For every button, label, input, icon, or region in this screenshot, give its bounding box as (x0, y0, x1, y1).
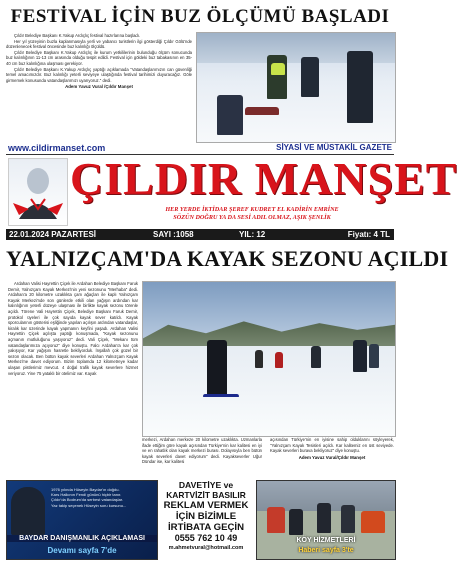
left-ad-text-line: 1976 yılında Hüseyin Baydar'ın doğdu. (51, 487, 120, 492)
left-ad-title: BAYDAR DANIŞMANLIK AÇIKLAMASI (7, 535, 157, 542)
masthead-website[interactable]: www.cildirmanset.com (8, 143, 106, 153)
main-story-photo (142, 281, 396, 437)
top-story-body (6, 33, 192, 90)
masthead-tagline: SİYASİ VE MÜSTAKİL GAZETE (276, 143, 392, 152)
top-story-photo (196, 32, 396, 143)
ad-line: REKLAM VERMEK (163, 500, 249, 511)
top-story-paragraph: Çıldır Belediye Başkanı K.Yakup Ardıçlıç yaptığı açıklamada "Vatandaşlarımızın can güvenliği temel amacımızdır. Buz kalınlığı yeterli seviyeye ulaştığında festival tarihimizi duyuracağız. Göle girmemek konusunda vatandaşlarımızı uyarıyoruz." dedi. (6, 66, 192, 83)
issue-year: YIL: 12 (239, 230, 266, 239)
ad-line: DAVETİYE ve (178, 480, 234, 490)
top-story-paragraph: Her yıl yüzeyinin buzla kaplanmasıyla yerli ve yabancı turistlerin ilgi gösterdiği Çıldır Gölü'nde düzenlenecek festival öncesinde buz kalınlığı ölçüldü. (6, 38, 192, 50)
main-story-col3: açısından Türkiye'nin en iyisine sahip olduklarını söyleyerek, "Yalnızçam Kayak Tesisleri açıldı. Kar kalitemiz en üst seviyede. Kayak severleri burava bekliyoruz" diye konuştu. (270, 437, 394, 454)
top-story-paragraph: Çıldır Belediye Başkanı K.Yakup Ardıçlıç ile kurum yetkililerinin bulunduğu ölçüm sonucunda buz kalınlığının 11-13 cm arasında olduğu tespit edildi. Festival için göldeki buz tabakasının en 35-40 cm buz kalınlığına ulaşması gerekiyor. (6, 49, 192, 66)
ad-line: İÇİN BİZİMLE (175, 511, 237, 522)
main-story-col2: merkezi, Ardahan merkeze 20 kilometre uzaklıkta. Uzmanlarla ifade ettiğim göre kayak açısından Türkiye'nin kar kalitesi en iyi ve en rahatlık olan kayak merkezi burası. Dolayısıyla ben bütün kayak severleri davet ediyorum" dedi. Kayakseverler Uğur Dündar ise, kar kalitesi (142, 437, 262, 465)
issue-number: SAYI :1058 (153, 230, 194, 239)
portrait (11, 487, 45, 535)
masthead-motto-2: SÖZÜN DOĞRU YA DA SESİ ADIL OLMAZ, AŞIK ŞENLİK (173, 214, 331, 221)
left-ad-continued[interactable]: Devamı sayfa 7'de (47, 546, 117, 555)
main-headline: YALNIZÇAM'DA KAYAK SEZONU AÇILDI (6, 246, 449, 271)
right-photo-title: KÖY HİZMETLERİ (296, 537, 356, 544)
advert-box (158, 480, 254, 558)
masthead-title: ÇILDIR MANŞET (70, 153, 457, 204)
ataturk-emblem (8, 158, 68, 226)
top-headline: FESTİVAL İÇİN BUZ ÖLÇÜMÜ BAŞLADI (10, 6, 390, 27)
left-ad-text-line: Kars Halkının Fendi gününü hiçbir tanır. (51, 492, 122, 498)
right-photo-story[interactable] (256, 480, 396, 560)
left-ad-text-line: Yaz takip seçenek Hüseyin soru kursunu... (51, 502, 127, 508)
top-story-paragraph: Çıldır Belediye Başkanı K.Yakup Ardıçlıç festival hazırlarına başladı. (14, 33, 141, 38)
ad-phone[interactable]: 0555 762 10 49 (174, 533, 238, 543)
issue-bar (6, 229, 394, 240)
main-story-col3-wrap (270, 437, 394, 477)
left-ad[interactable] (6, 480, 158, 560)
ad-line: KARTVİZİT BASILIR (166, 490, 246, 500)
masthead-motto-1: HER YERDE İKTİDAR ŞEREF KUDRET EL KADİRİN EMRİNE (165, 206, 339, 213)
top-story-byline: Adem Yavuz Vural /Çıldır Manşet (65, 84, 133, 90)
right-photo-continued[interactable]: Haberi sayfa 3'te (298, 547, 354, 554)
ad-line: İRTİBATA GEÇİN (167, 522, 245, 533)
ad-email[interactable]: m.ahmetvural@hotmail.com (168, 545, 244, 551)
issue-date: 22.01.2024 PAZARTESİ (9, 230, 97, 239)
masthead (6, 153, 457, 227)
main-story-byline: Adem Yavuz Vural/Çıldır Manşet (298, 454, 366, 460)
emblem-icon (9, 159, 67, 225)
issue-price: Fiyatı: 4 TL (347, 230, 390, 239)
main-story-col1: Ardahan Valisi Hayrettin Çiçek ile Ardahan Belediye Başkanı Faruk Demir, Yalnızçam Kayak Merkezi'nin yeni sezonunu "Merhaba" dedi. Ardahan'a 20 kilometre uzaklıkta çam ağaçları ile kaplı Yalnızçam Kayak Merkezi'nde son günlerde etkili olan yağışın ardından kar kalınlığının yeterli düzeye ulaşması ile birlikte kayak sezonu törenle açıldı. Törene Vali Hayrettin Çiçek, Belediye Başkanı Faruk Demir, protokol üyeleri ile çok sayıda kayak sever katıldı. Kayak sporcularının gösterisi eşliğinde yapılan açılışın ardından vatandaşlar, kiralık kar üzerinde kayak yapmanın keyfini yaşadı. Ardahan Valisi Hayrettin Çiçek açılışta yaptığı konuşmada, "Kayak sezonunu açmanın mutluluğunu yaşıyoruz" dedi. Vali Çiçek, "Mekanı tüm vatandaşlarımıza açıyoruz" diye konuştu. Falcı Ardahan'a kar çok yakışıyor, Kar yağışını hasretle bekliyorduk. İnşallah çok güzel bir sezon olacak. Ben bütün kayak severleri Ardahan Yalnızçam Kayak Merkezi'ne davet ediyorum. Bizim toplamda 12 kilometreye kadar ulaşan pistlerimiz mevcut. 4 doğal trafik kayak severlere hizmet veriyoruz. Yine 75 yataklı bir otelimiz var. Kayak (8, 281, 138, 376)
left-ad-text (51, 487, 151, 508)
left-ad-text-line: Çıldır'da Bodrum'da serbest vatandaşlar. (51, 497, 124, 503)
